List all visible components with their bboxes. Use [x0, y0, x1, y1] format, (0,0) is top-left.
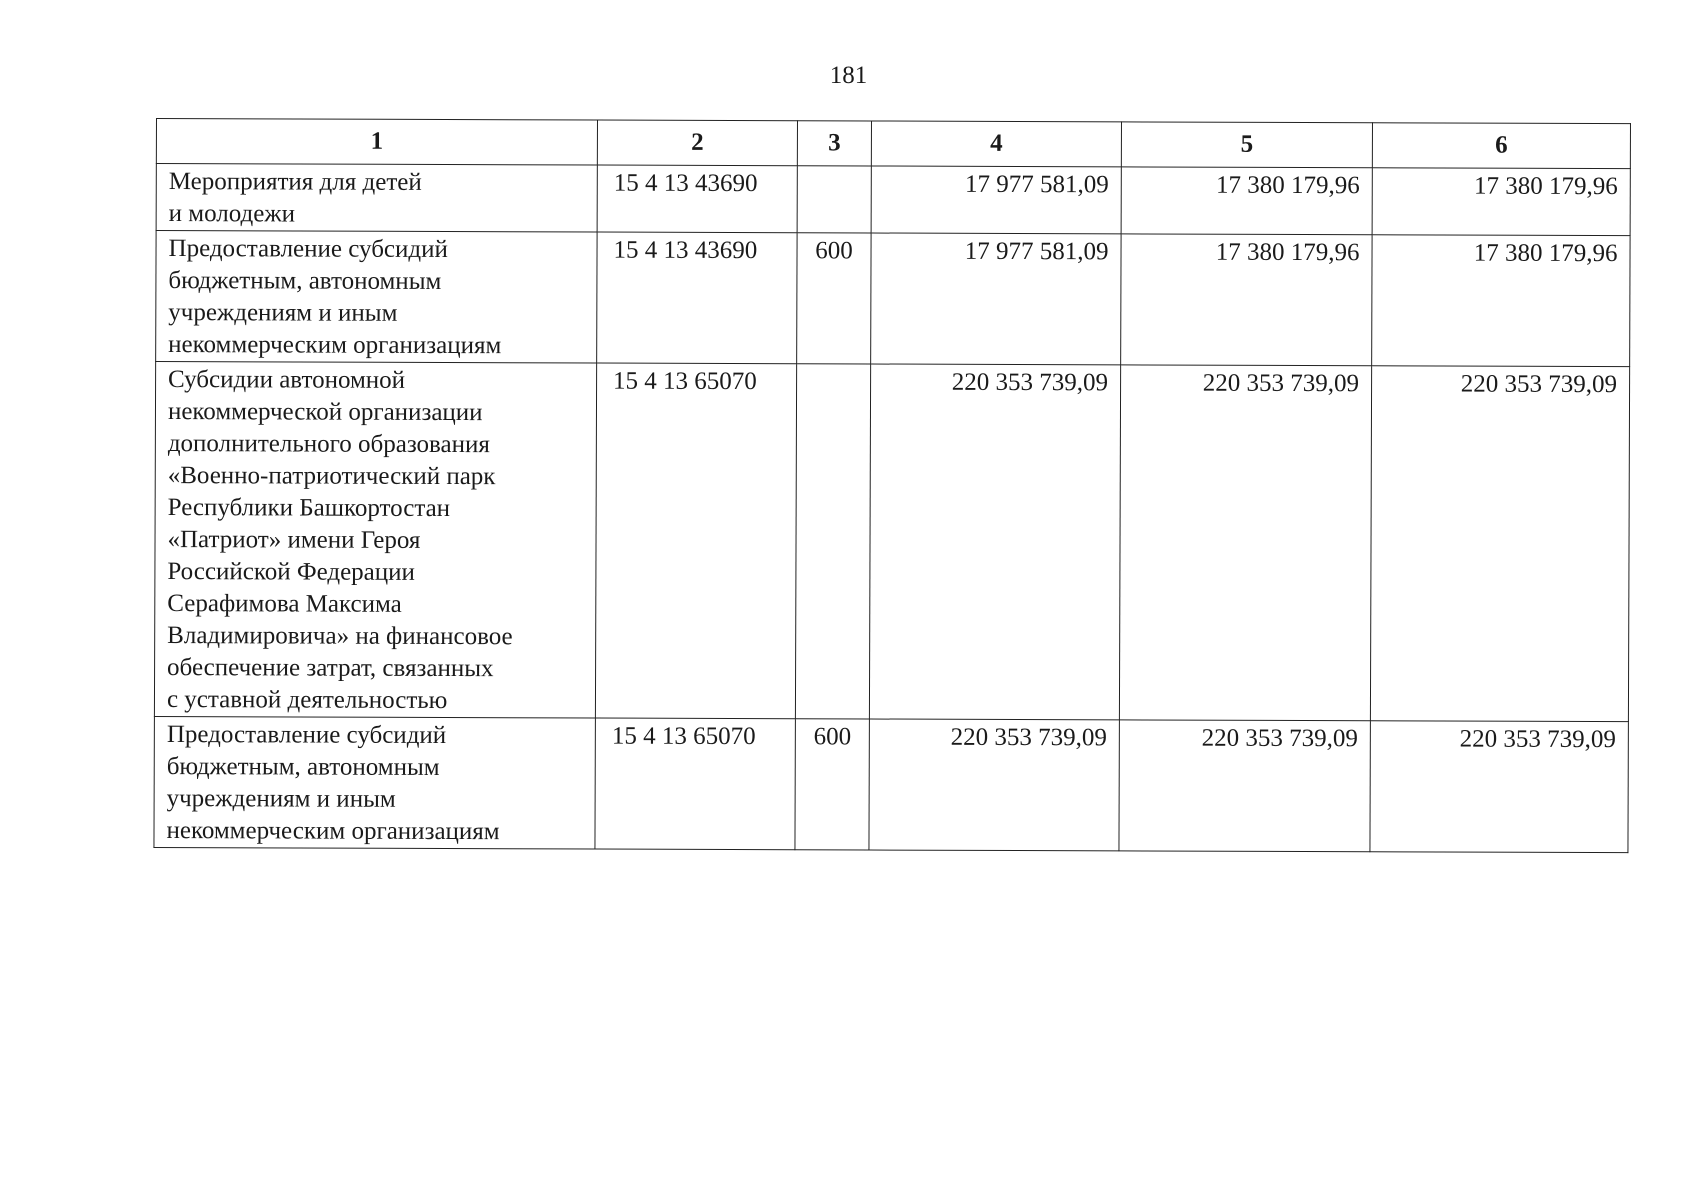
table-row [154, 716, 1628, 852]
column-header-4: 4 [871, 121, 1121, 167]
table-header-row [156, 119, 1630, 169]
row-code-cell: 15 4 13 65070 [595, 718, 795, 850]
column-header-5: 5 [1121, 122, 1372, 168]
table-row [156, 231, 1630, 367]
row-amount-col6: 220 353 739,09 [1370, 721, 1628, 853]
row-amount-col5: 17 380 179,96 [1121, 167, 1372, 235]
row-amount-col4: 17 977 581,09 [871, 233, 1121, 365]
row-amount-col4: 220 353 739,09 [869, 364, 1120, 720]
row-amount-col4: 17 977 581,09 [871, 166, 1121, 234]
column-header-6: 6 [1372, 123, 1630, 169]
row-amount-col5: 220 353 739,09 [1119, 720, 1370, 852]
row-name-cell: Субсидии автономной некоммерческой организации дополнительного образования «Военно-патриотический парк Республики Башкортостан «Патриот» имени Героя Российской Федерации Серафимова Максима Владимировича» на финансовое обеспечение затрат, связанных с уставной деятельностью [154, 362, 596, 719]
row-amount-col5: 220 353 739,09 [1119, 365, 1371, 721]
column-header-3: 3 [797, 121, 871, 166]
row-code-cell: 15 4 13 43690 [597, 165, 797, 233]
row-name-cell: Мероприятия для детей и молодежи [156, 164, 597, 233]
table-row [154, 362, 1629, 722]
column-header-2: 2 [597, 120, 797, 166]
row-expense-type-cell: 600 [797, 233, 871, 364]
budget-table-container [153, 118, 1631, 853]
row-code-cell: 15 4 13 43690 [597, 232, 797, 364]
table-row [156, 164, 1630, 236]
row-expense-type-cell [797, 166, 871, 233]
row-amount-col6: 17 380 179,96 [1372, 235, 1630, 367]
row-amount-col6: 17 380 179,96 [1372, 168, 1630, 236]
row-expense-type-cell [795, 364, 870, 719]
row-amount-col6: 220 353 739,09 [1370, 366, 1629, 722]
budget-table [153, 118, 1631, 853]
column-header-1: 1 [156, 119, 597, 166]
row-amount-col5: 17 380 179,96 [1121, 234, 1372, 366]
row-expense-type-cell: 600 [795, 719, 869, 850]
page-number: 181 [829, 62, 868, 89]
row-amount-col4: 220 353 739,09 [869, 719, 1119, 851]
row-code-cell: 15 4 13 65070 [595, 363, 796, 719]
row-name-cell: Предоставление субсидий бюджетным, автономным учреждениям и иным некоммерческим организациям [156, 231, 597, 364]
row-name-cell: Предоставление субсидий бюджетным, автономным учреждениям и иным некоммерческим организациям [154, 716, 595, 849]
